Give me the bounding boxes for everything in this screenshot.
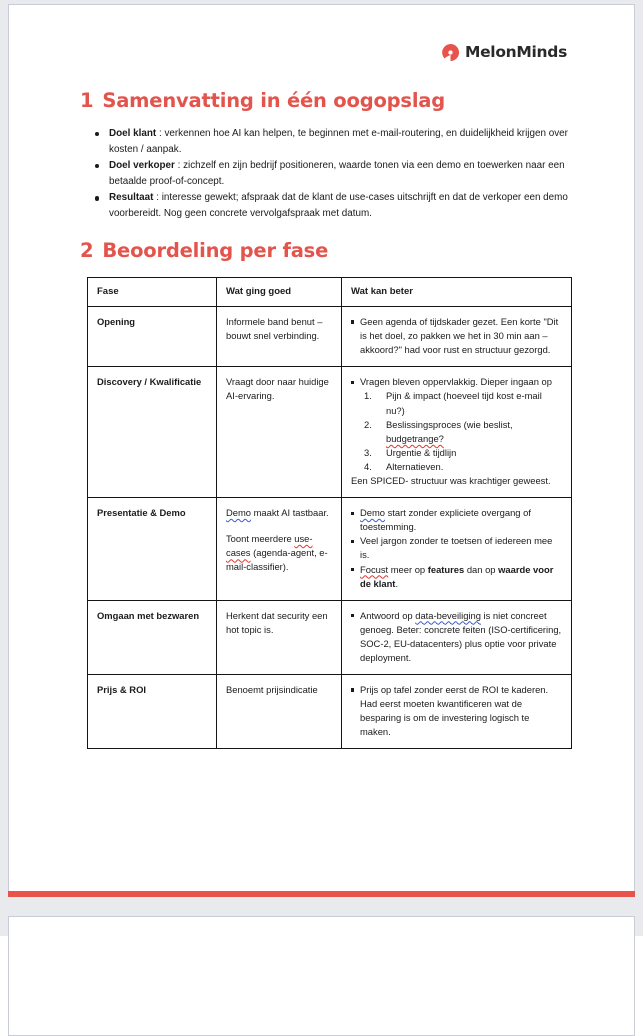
cell-line-post: (agenda-agent, e-mail-classifier).: [226, 547, 328, 573]
summary-text: verkennen hoe AI kan helpen, te beginnen met e-mail-routering, en duidelijkheid krijgen over kosten / aanpak.: [109, 128, 568, 155]
cell-line-rest: maakt AI tastbaar.: [251, 507, 329, 519]
section-number-2: 2: [80, 239, 94, 262]
cell-better: [342, 367, 572, 498]
cell-better: [342, 600, 572, 674]
flagged-word: data-beveiliging: [415, 609, 481, 621]
table-row: [88, 367, 572, 498]
summary-separator: :: [153, 192, 162, 204]
summary-label: Doel verkoper: [109, 160, 175, 172]
document-page-1: [8, 4, 635, 897]
cell-better: [342, 307, 572, 367]
brand-wordmark: MelonMinds: [464, 42, 567, 61]
cell-good: Vraagt door naar huidige AI-ervaring.: [217, 367, 342, 498]
summary-separator: :: [174, 160, 184, 172]
list-item: Focust meer op features dan op waarde voor de klant.: [351, 563, 562, 591]
misspelled-word: budgetrange?: [386, 432, 444, 444]
improvement-list: [351, 315, 562, 357]
emphasis: features: [427, 563, 465, 575]
list-item: [109, 126, 593, 157]
flagged-word: Demo: [226, 507, 252, 519]
cell-phase: Opening: [88, 307, 217, 367]
summary-label: Doel klant: [109, 128, 157, 139]
cell-line: [226, 506, 332, 520]
section-title-2: Beoordeling per fase: [102, 239, 329, 262]
page-break-gap: [0, 897, 643, 916]
cell-phase: Discovery / Kwalificatie: [88, 367, 217, 498]
cell-better: [342, 498, 572, 601]
improvement-numbered-list: [351, 389, 562, 474]
misspelled-word: Focust: [360, 563, 389, 575]
cell-better: [342, 675, 572, 749]
section-title-1: Samenvatting in één oogopslag: [102, 89, 446, 112]
cell-good: Benoemt prijsindicatie: [217, 675, 342, 749]
cell-good: [217, 498, 342, 601]
summary-text: zichzelf en zijn bedrijf positioneren, waarde tonen via een demo en toewerken naar een betaalde proof-of-concept.: [109, 160, 565, 187]
summary-list: [87, 126, 593, 223]
document-page-2: [8, 916, 635, 1036]
column-header-wat-kan-beter: Wat kan beter: [342, 278, 572, 307]
cell-note: Een SPICED- structuur was krachtiger geweest.: [351, 475, 551, 487]
summary-separator: :: [156, 128, 165, 139]
summary-text: interesse gewekt; afspraak dat de klant de use-cases uitschrijft en dat de verkoper een demo voorbereidt. Nog geen concrete vervolgafspraak met datum.: [109, 192, 568, 219]
improvement-list: [351, 609, 562, 665]
column-header-fase: Fase: [88, 278, 217, 307]
table-header-row: [88, 278, 572, 307]
list-item: Alternatieven.: [386, 460, 444, 472]
list-item: [109, 190, 593, 221]
table-row: [88, 600, 572, 674]
list-item: Prijs op tafel zonder eerst de ROI te kaderen. Had eerst moeten kwantificeren wat de besparing is om de investering logisch te maken.: [351, 683, 562, 739]
list-item: Demo start zonder expliciete overgang of toestemming.: [351, 506, 562, 534]
list-item: Pijn & impact (hoeveel tijd kost e-mail nu?): [386, 390, 542, 416]
table-row: [88, 307, 572, 367]
section-number-1: 1: [80, 89, 94, 112]
table-row: [88, 498, 572, 601]
misspelled-word: use-cases: [226, 533, 313, 559]
melon-slice-logo-icon: [441, 43, 460, 62]
list-item: Urgentie & tijdlijn: [386, 446, 457, 458]
evaluation-table: [87, 277, 572, 749]
emphasis: waarde voor de klant: [360, 563, 554, 589]
summary-label: Resultaat: [109, 192, 154, 204]
cell-line: [226, 532, 332, 574]
cell-line-pre: Toont meerdere: [226, 533, 295, 545]
cell-good: Informele band benut – bouwt snel verbinding.: [217, 307, 342, 367]
improvement-list: [351, 683, 562, 739]
list-item: Beslissingsproces (wie beslist, budgetrange?: [386, 418, 513, 444]
flagged-word: Demo: [360, 507, 386, 519]
improvement-list: [351, 375, 562, 389]
cell-phase: Omgaan met bezwaren: [88, 600, 217, 674]
section-heading-2: [80, 239, 328, 262]
list-item: Antwoord op data-beveiliging is niet concreet genoeg. Beter: concrete feiten (ISO-certificering, SOC-2, EU-datacenters) plus optie voor private deployment.: [351, 609, 562, 665]
table-row: [88, 675, 572, 749]
section-heading-1: [80, 89, 445, 112]
list-item: Geen agenda of tijdskader gezet. Een korte "Dit is het doel, zo pakken we het in 30 min aan – akkoord?" had voor rust en structuur gezorgd.: [351, 315, 562, 357]
improvement-list: [351, 506, 562, 591]
cell-phase: Presentatie & Demo: [88, 498, 217, 601]
column-header-wat-ging-goed: Wat ging goed: [217, 278, 342, 307]
brand-logo: [441, 43, 567, 62]
cell-good: Herkent dat security een hot topic is.: [217, 600, 342, 674]
list-item: [109, 158, 593, 189]
list-item: Veel jargon zonder te toetsen of iedereen mee is.: [351, 534, 562, 562]
cell-phase: Prijs & ROI: [88, 675, 217, 749]
list-item: Vragen bleven oppervlakkig. Dieper ingaan op: [351, 375, 562, 389]
